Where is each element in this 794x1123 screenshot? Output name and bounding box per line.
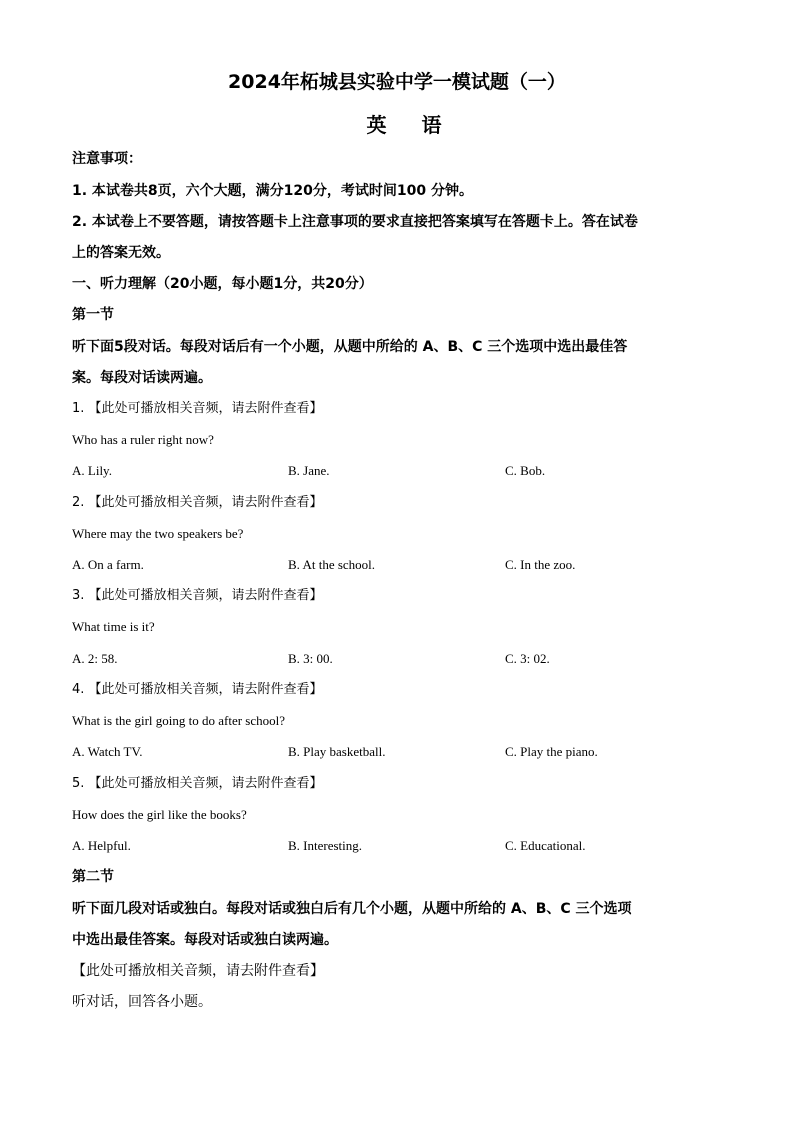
question-5-option-c: C. Educational. xyxy=(505,838,586,853)
question-4-option-b: B. Play basketball. xyxy=(288,744,386,759)
question-3-text: What time is it? xyxy=(72,619,155,634)
exam-title: 2024年柘城县实验中学一模试题（一） xyxy=(228,71,566,93)
question-1-text: Who has a ruler right now? xyxy=(72,432,214,447)
question-4-option-a: A. Watch TV. xyxy=(72,744,143,759)
question-1-option-a: A. Lily. xyxy=(72,463,112,478)
question-4-text: What is the girl going to do after school? xyxy=(72,713,286,728)
question-3-option-b: B. 3: 00. xyxy=(288,651,333,666)
question-2-option-a: A. On a farm. xyxy=(72,557,144,572)
question-1-option-c: C. Bob. xyxy=(505,463,546,478)
part-1-title: 第一节 xyxy=(72,307,114,323)
question-2-text: Where may the two speakers be? xyxy=(72,526,244,541)
question-5-text: How does the girl like the books? xyxy=(72,807,247,822)
question-1-option-b: B. Jane. xyxy=(288,463,330,478)
part-1-instructions-line-1: 听下面5段对话。每段对话后有一个小题，从题中所给的 A、B、C 三个选项中选出最佳答 xyxy=(72,339,628,355)
notes-item-2-line-1: 2. 本试卷上不要答题，请按答题卡上注意事项的要求直接把答案填写在答题卡上。答在试卷 xyxy=(72,214,638,230)
question-4-audio-link[interactable]: 4. 【此处可播放相关音频，请去附件查看】 xyxy=(72,682,323,697)
subject-title: 英 语 xyxy=(366,113,456,137)
notes-item-2-line-2: 上的答案无效。 xyxy=(72,245,170,261)
question-3-option-c: C. 3: 02. xyxy=(505,651,550,666)
question-3-option-a: A. 2: 58. xyxy=(72,651,118,666)
question-2-audio-link[interactable]: 2. 【此处可播放相关音频，请去附件查看】 xyxy=(72,495,323,510)
question-5-audio-link[interactable]: 5. 【此处可播放相关音频，请去附件查看】 xyxy=(72,776,323,791)
notes-item-1: 1. 本试卷共8页，六个大题，满分120分，考试时间100 分钟。 xyxy=(72,183,473,199)
question-3-audio-link[interactable]: 3. 【此处可播放相关音频，请去附件查看】 xyxy=(72,588,323,603)
part-1-instructions-line-2: 案。每段对话读两遍。 xyxy=(72,370,212,386)
notes-heading: 注意事项： xyxy=(72,151,142,167)
section-1-title: 一、听力理解（20小题，每小题1分，共20分） xyxy=(72,276,373,292)
part-2-title: 第二节 xyxy=(72,869,114,885)
question-2-option-c: C. In the zoo. xyxy=(505,557,576,572)
question-4-option-c: C. Play the piano. xyxy=(505,744,598,759)
question-1-audio-link[interactable]: 1. 【此处可播放相关音频，请去附件查看】 xyxy=(72,401,323,416)
question-2-option-b: B. At the school. xyxy=(288,557,376,572)
question-5-option-b: B. Interesting. xyxy=(288,838,363,853)
part-2-instructions-line-2: 中选出最佳答案。每段对话或独白读两遍。 xyxy=(72,932,338,948)
part-2-audio-link[interactable]: 【此处可播放相关音频，请去附件查看】 xyxy=(72,963,324,979)
part-2-instructions-line-1: 听下面几段对话或独白。每段对话或独白后有几个小题，从题中所给的 A、B、C 三个选项 xyxy=(72,901,632,917)
part-2-prompt: 听对话，回答各小题。 xyxy=(72,994,212,1010)
question-5-option-a: A. Helpful. xyxy=(72,838,131,853)
